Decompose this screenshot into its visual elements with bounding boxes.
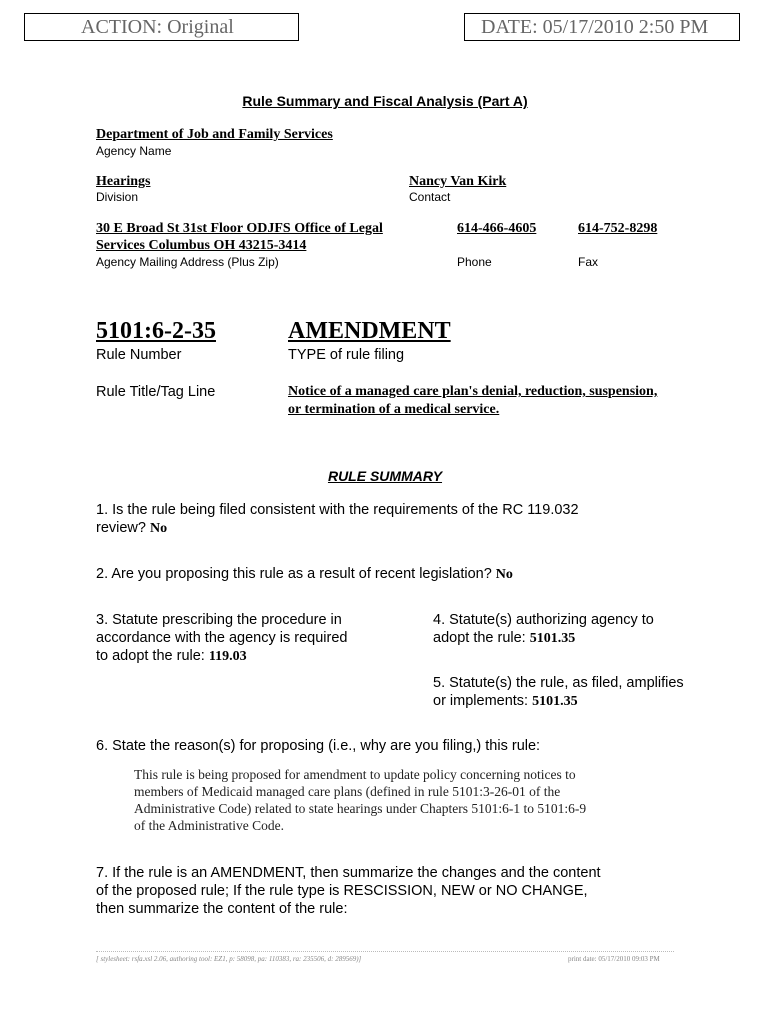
footer-print-date: print date: 05/17/2010 09:03 PM [568, 955, 660, 963]
action-label: ACTION: Original [81, 16, 234, 38]
question-4-text: adopt the rule: [433, 630, 526, 646]
rule-number: 5101:6-2-35 [96, 318, 216, 344]
footer-stylesheet-info: [ stylesheet: rsfa.xsl 2.06, authoring tool: EZ1, p: 58098, pa: 110383, ra: 235506, d: 289569)] [96, 955, 362, 963]
question-4-line1: 4. Statute(s) authorizing agency to [433, 612, 654, 628]
rule-title-line2: or termination of a medical service. [288, 402, 500, 417]
question-5-text: or implements: [433, 693, 529, 709]
fax-value: 614-752-8298 [578, 221, 658, 236]
question-1-line2 [96, 519, 167, 538]
question-5-answer: 5101.35 [532, 694, 578, 709]
rule-number-label: Rule Number [96, 347, 182, 363]
rule-type: AMENDMENT [288, 318, 451, 344]
question-1-answer: No [150, 521, 168, 536]
agency-name: Department of Job and Family Services [96, 127, 333, 142]
question-7-line1: 7. If the rule is an AMENDMENT, then summarize the changes and the content [96, 865, 601, 881]
question-6-answer-line4: of the Administrative Code. [134, 818, 284, 833]
address-line1: 30 E Broad St 31st Floor ODJFS Office of Legal [96, 221, 383, 236]
question-5-line1: 5. Statute(s) the rule, as filed, amplifies [433, 675, 684, 691]
contact-label: Contact [409, 190, 451, 204]
rule-title-line1: Notice of a managed care plan's denial, reduction, suspension, [288, 384, 658, 399]
question-3-line3 [96, 647, 247, 666]
division-value: Hearings [96, 174, 151, 189]
question-6: 6. State the reason(s) for proposing (i.e., why are you filing,) this rule: [96, 738, 541, 754]
question-1-line1: 1. Is the rule being filed consistent with the requirements of the RC 119.032 [96, 502, 579, 518]
rule-summary-heading: RULE SUMMARY [327, 468, 443, 484]
question-2 [96, 565, 513, 584]
question-5-line2 [433, 692, 578, 711]
question-6-answer-line3: Administrative Code) related to state hearings under Chapters 5101:6-1 to 5101:6-9 [134, 801, 587, 816]
phone-label: Phone [457, 255, 492, 269]
question-3-text: to adopt the rule: [96, 648, 205, 664]
question-7-line3: then summarize the content of the rule: [96, 901, 348, 917]
question-6-answer-line2: members of Medicaid managed care plans (defined in rule 5101:3-26-01 of the [134, 784, 561, 799]
contact-value: Nancy Van Kirk [409, 174, 507, 189]
address-line2: Services Columbus OH 43215-3414 [96, 238, 307, 253]
date-box [464, 13, 740, 41]
question-7-line2: of the proposed rule; If the rule type is RESCISSION, NEW or NO CHANGE, [96, 883, 588, 899]
question-2-text: 2. Are you proposing this rule as a result of recent legislation? [96, 566, 492, 582]
agency-name-label: Agency Name [96, 144, 172, 158]
date-label: DATE: 05/17/2010 2:50 PM [481, 16, 709, 38]
question-6-answer-line1: This rule is being proposed for amendment to update policy concerning notices to [134, 767, 576, 782]
phone-value: 614-466-4605 [457, 221, 537, 236]
question-4-answer: 5101.35 [529, 631, 576, 646]
page-title: Rule Summary and Fiscal Analysis (Part A) [242, 93, 528, 109]
question-3-line2: accordance with the agency is required [96, 630, 348, 646]
footer-divider [96, 951, 674, 952]
division-label: Division [96, 190, 139, 204]
question-1-text: review? [96, 520, 146, 536]
address-label: Agency Mailing Address (Plus Zip) [96, 255, 279, 269]
rule-title-label: Rule Title/Tag Line [96, 384, 216, 400]
action-box [24, 13, 299, 41]
question-3-line1: 3. Statute prescribing the procedure in [96, 612, 342, 628]
rule-type-label: TYPE of rule filing [288, 347, 405, 363]
question-2-answer: No [495, 567, 513, 582]
fax-label: Fax [578, 255, 599, 269]
question-4-line2 [433, 629, 575, 648]
question-3-answer: 119.03 [208, 649, 247, 664]
